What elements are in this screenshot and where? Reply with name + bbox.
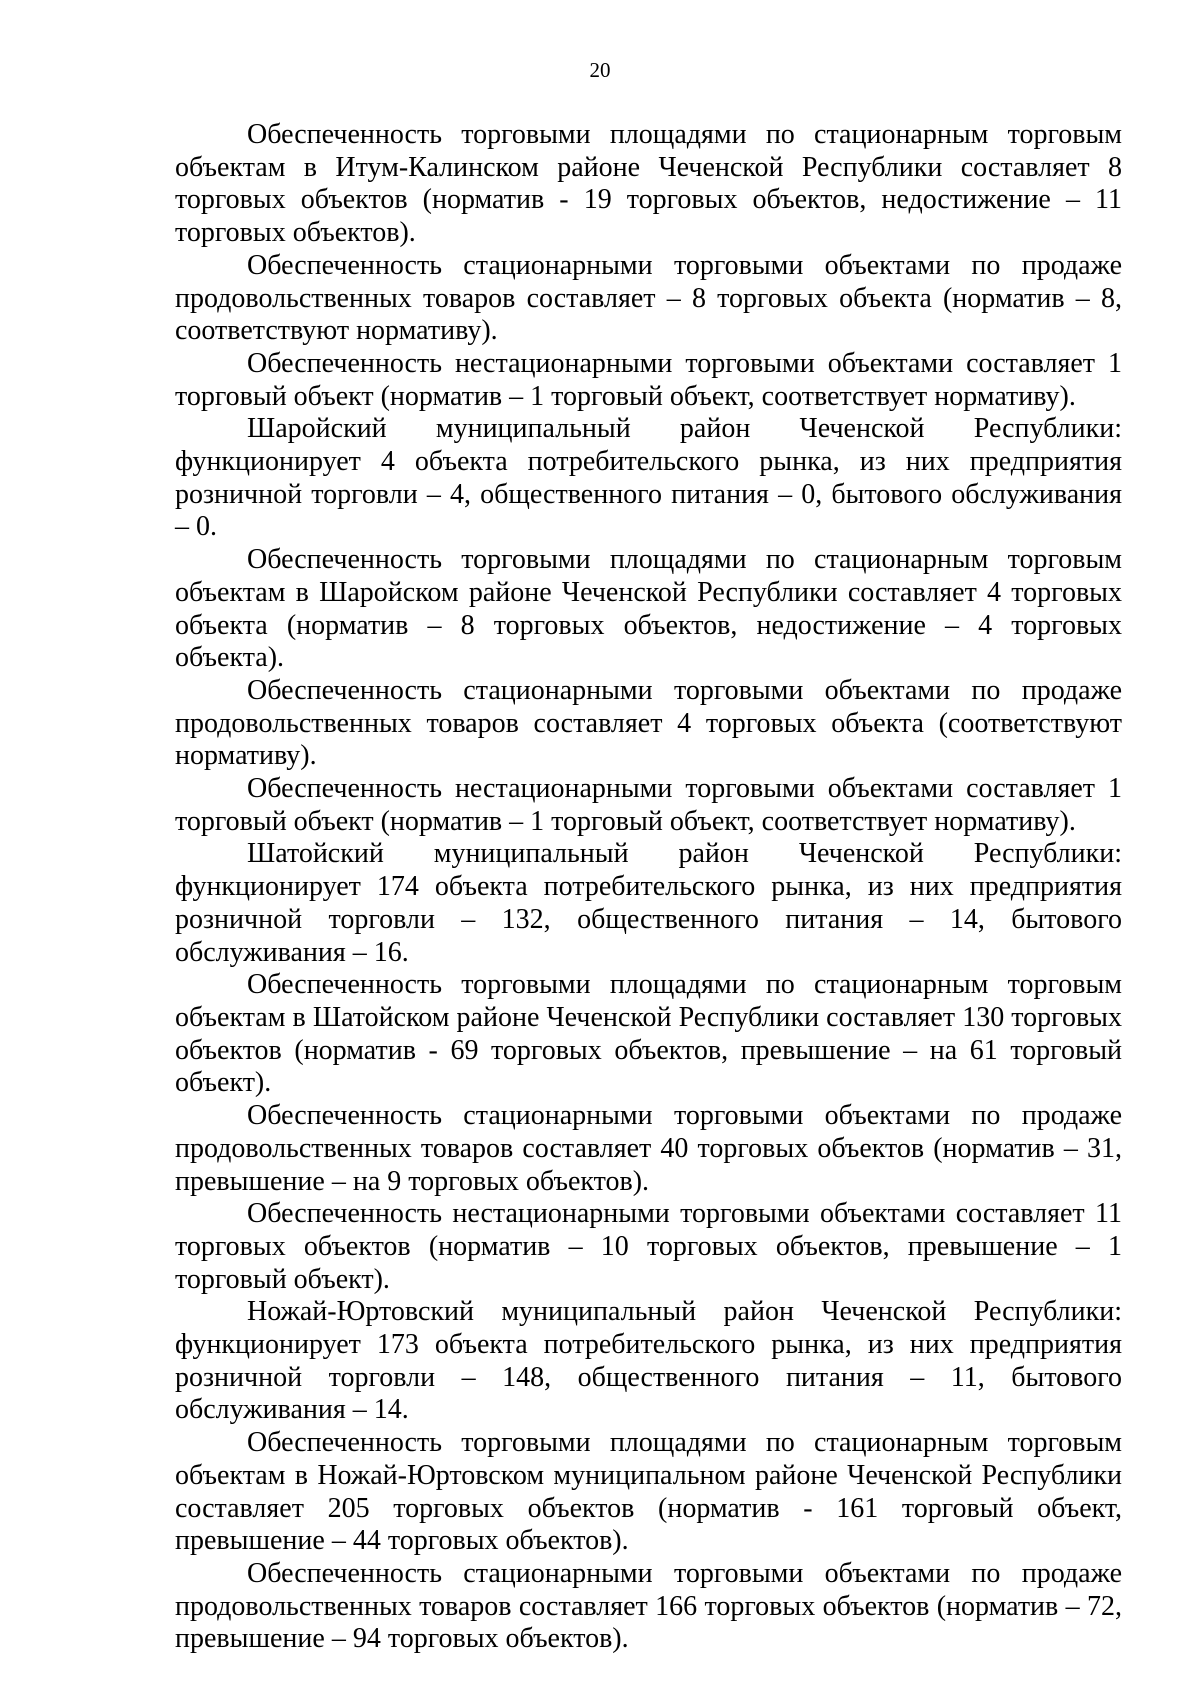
paragraph: Обеспеченность стационарными торговыми объектами по продаже продовольственных товаров составляет 40 торговых объектов (норматив – 31, превышение – на 9 торговых объектов). bbox=[175, 1100, 1122, 1197]
paragraph: Обеспеченность нестационарными торговыми объектами составляет 11 торговых объектов (норматив – 10 торговых объектов, превышение – 1 торговый объект). bbox=[175, 1198, 1122, 1295]
paragraph: Обеспеченность стационарными торговыми объектами по продаже продовольственных товаров составляет – 8 торговых объекта (норматив – 8, соответствуют нормативу). bbox=[175, 249, 1122, 347]
paragraph: Шатойский муниципальный район Чеченской Республики: функционирует 174 объекта потребительского рынка, из них предприятия розничной торговли – 132, общественного питания – 14, бытового обслуживания – 16. bbox=[175, 838, 1122, 968]
paragraph: Обеспеченность нестационарными торговыми объектами составляет 1 торговый объект (норматив – 1 торговый объект, соответствует нормативу). bbox=[175, 773, 1122, 837]
paragraph: Обеспеченность стационарными торговыми объектами по продаже продовольственных товаров составляет 166 торговых объектов (норматив – 72, превышение – 94 торговых объектов). bbox=[175, 1557, 1122, 1655]
paragraph: Обеспеченность торговыми площадями по стационарным торговым объектам в Ножай-Юртовском муниципальном районе Чеченской Республики составляет 205 торговых объектов (норматив - 161 торговый объект, превышение – 44 торговых объектов). bbox=[175, 1427, 1122, 1557]
paragraph: Обеспеченность стационарными торговыми объектами по продаже продовольственных товаров составляет 4 торговых объекта (соответствуют нормативу). bbox=[175, 674, 1122, 772]
page-number: 20 bbox=[589, 58, 611, 82]
paragraph: Ножай-Юртовский муниципальный район Чеченской Республики: функционирует 173 объекта потребительского рынка, из них предприятия розничной торговли – 148, общественного питания – 11, бытового обслуживания – 14. bbox=[175, 1296, 1122, 1426]
document-body bbox=[175, 119, 1122, 1656]
paragraph: Обеспеченность торговыми площадями по стационарным торговым объектам в Итум-Калинском районе Чеченской Республики составляет 8 торговых объектов (норматив - 19 торговых объектов, недостижение – 11 торговых объектов). bbox=[175, 119, 1122, 249]
paragraph: Обеспеченность торговыми площадями по стационарным торговым объектам в Шатойском районе Чеченской Республики составляет 130 торговых объектов (норматив - 69 торговых объектов, превышение – на 61 торговый объект). bbox=[175, 969, 1122, 1099]
paragraph: Шаройский муниципальный район Чеченской Республики: функционирует 4 объекта потребительского рынка, из них предприятия розничной торговли – 4, общественного питания – 0, бытового обслуживания – 0. bbox=[175, 413, 1122, 543]
paragraph: Обеспеченность нестационарными торговыми объектами составляет 1 торговый объект (норматив – 1 торговый объект, соответствует нормативу). bbox=[175, 347, 1122, 412]
paragraph: Обеспеченность торговыми площадями по стационарным торговым объектам в Шаройском районе Чеченской Республики составляет 4 торговых объекта (норматив – 8 торговых объектов, недостижение – 4 торговых объекта). bbox=[175, 544, 1122, 674]
